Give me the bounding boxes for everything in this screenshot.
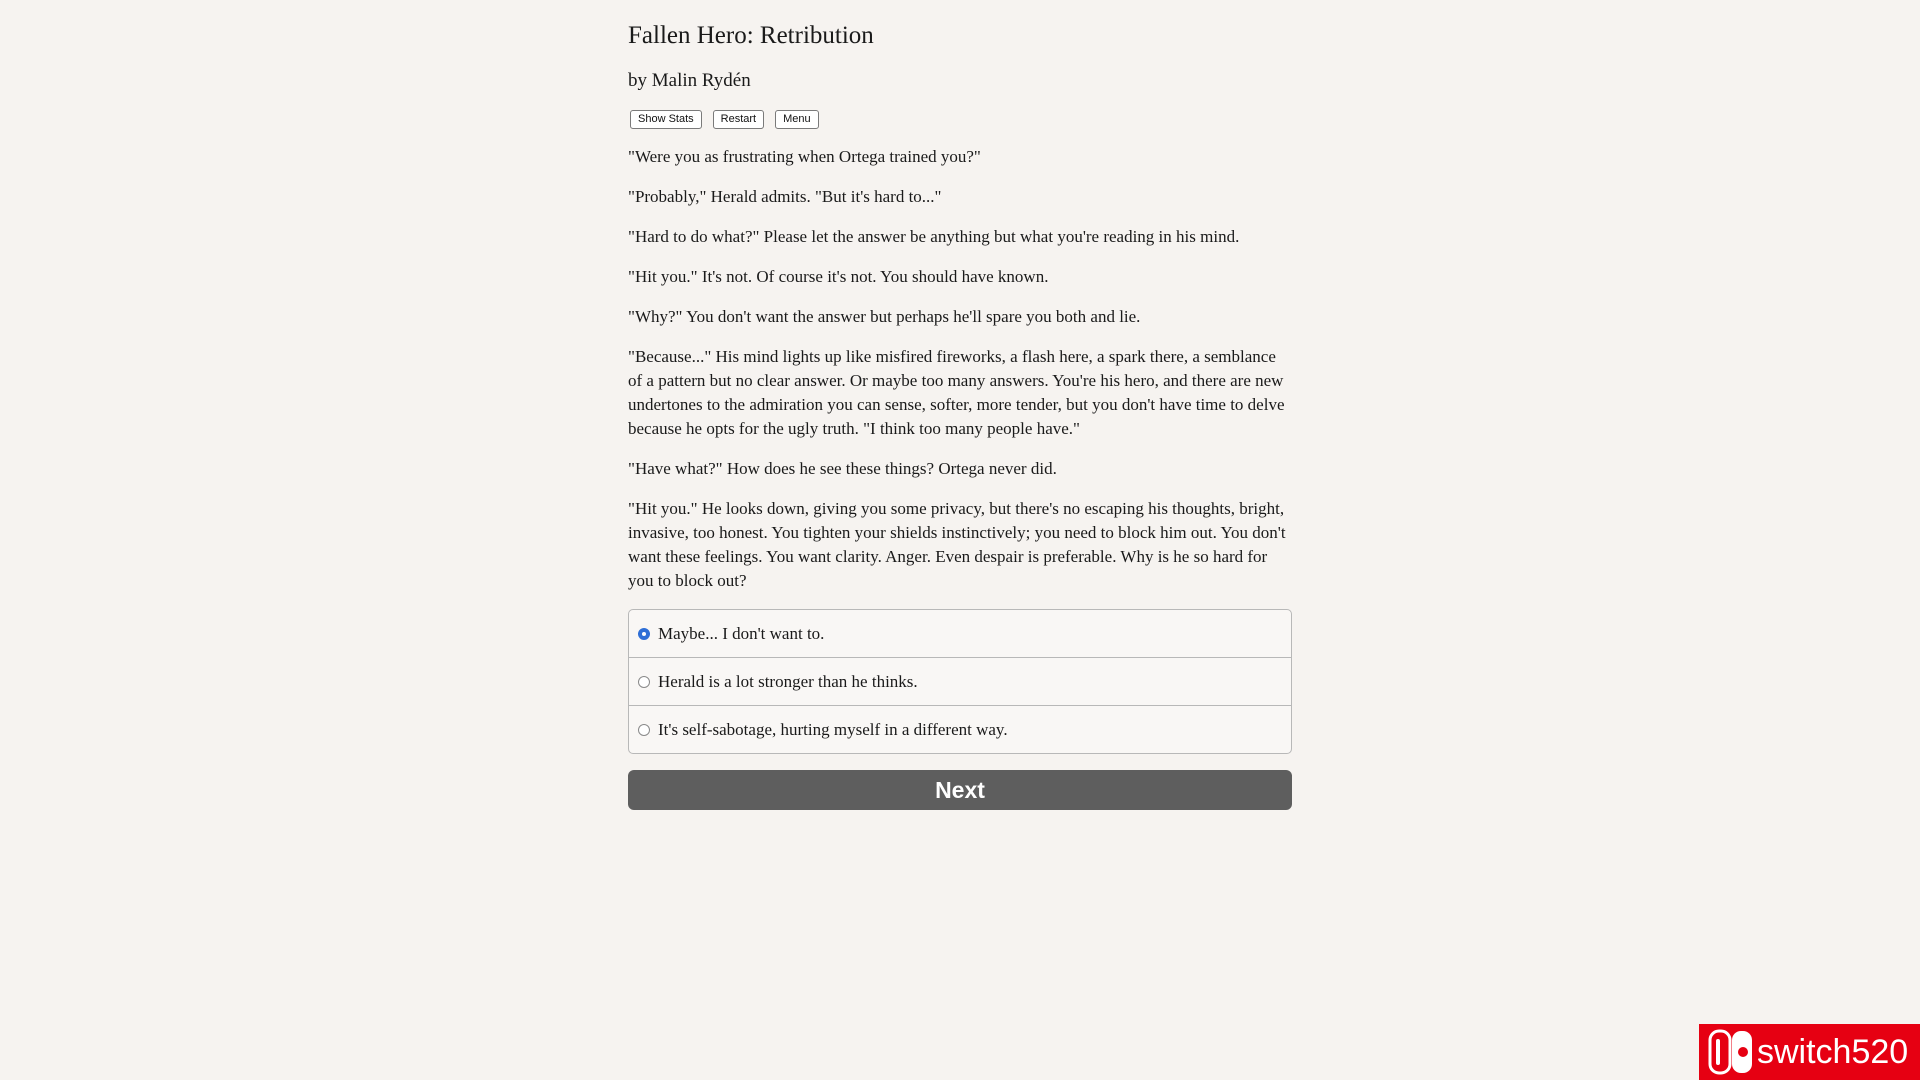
story-paragraph: "Hit you." He looks down, giving you some privacy, but there's no escaping his thoughts, bright, invasive, too honest. You tighten your shields instinctively; you need to block him out. You don't want these feelings. You want clarity. Anger. Even despair is preferable. Why is he so hard for you to block out? (628, 499, 1286, 590)
switch-logo-icon (1707, 1028, 1755, 1076)
game-container (628, 18, 1292, 810)
story-paragraph: "Hit you." It's not. Of course it's not. You should have known. (628, 267, 1049, 286)
story-paragraph: "Why?" You don't want the answer but perhaps he'll spare you both and lie. (628, 307, 1141, 326)
choice-label: Herald is a lot stronger than he thinks. (658, 671, 918, 691)
next-button[interactable]: Next (628, 770, 1292, 810)
watermark-text: switch520 (1757, 1032, 1909, 1071)
menu-button[interactable]: Menu (775, 110, 819, 129)
radio-button[interactable] (638, 724, 650, 736)
choice-option-2[interactable] (629, 657, 1291, 705)
toolbar (630, 110, 1292, 129)
story-paragraph: "Probably," Herald admits. "But it's hard to..." (628, 187, 942, 206)
choice-option-1[interactable] (629, 610, 1291, 657)
story-paragraph: "Because..." His mind lights up like misfired fireworks, a flash here, a spark there, a semblance of a pattern but no clear answer. Or maybe too many answers. You're his hero, and there are new undertones to the admiration you can sense, softer, more tender, but you don't have time to delve because he opts for the ugly truth. "I think too many people have." (628, 347, 1285, 438)
choice-option-3[interactable] (629, 705, 1291, 753)
choice-label: It's self-sabotage, hurting myself in a different way. (658, 719, 1008, 739)
story-paragraph: "Have what?" How does he see these things? Ortega never did. (628, 459, 1057, 478)
story-paragraph: "Hard to do what?" Please let the answer be anything but what you're reading in his mind. (628, 227, 1240, 246)
game-author: by Malin Rydén (628, 70, 751, 91)
radio-button[interactable] (638, 628, 650, 640)
choice-label: Maybe... I don't want to. (658, 623, 825, 643)
radio-button[interactable] (638, 676, 650, 688)
show-stats-button[interactable]: Show Stats (630, 110, 702, 129)
watermark-logo (1699, 1024, 1920, 1080)
game-title: Fallen Hero: Retribution (628, 22, 874, 49)
story-text (628, 145, 1292, 593)
restart-button[interactable]: Restart (713, 110, 764, 129)
choice-list (628, 609, 1292, 754)
story-paragraph: "Were you as frustrating when Ortega trained you?" (628, 147, 981, 166)
